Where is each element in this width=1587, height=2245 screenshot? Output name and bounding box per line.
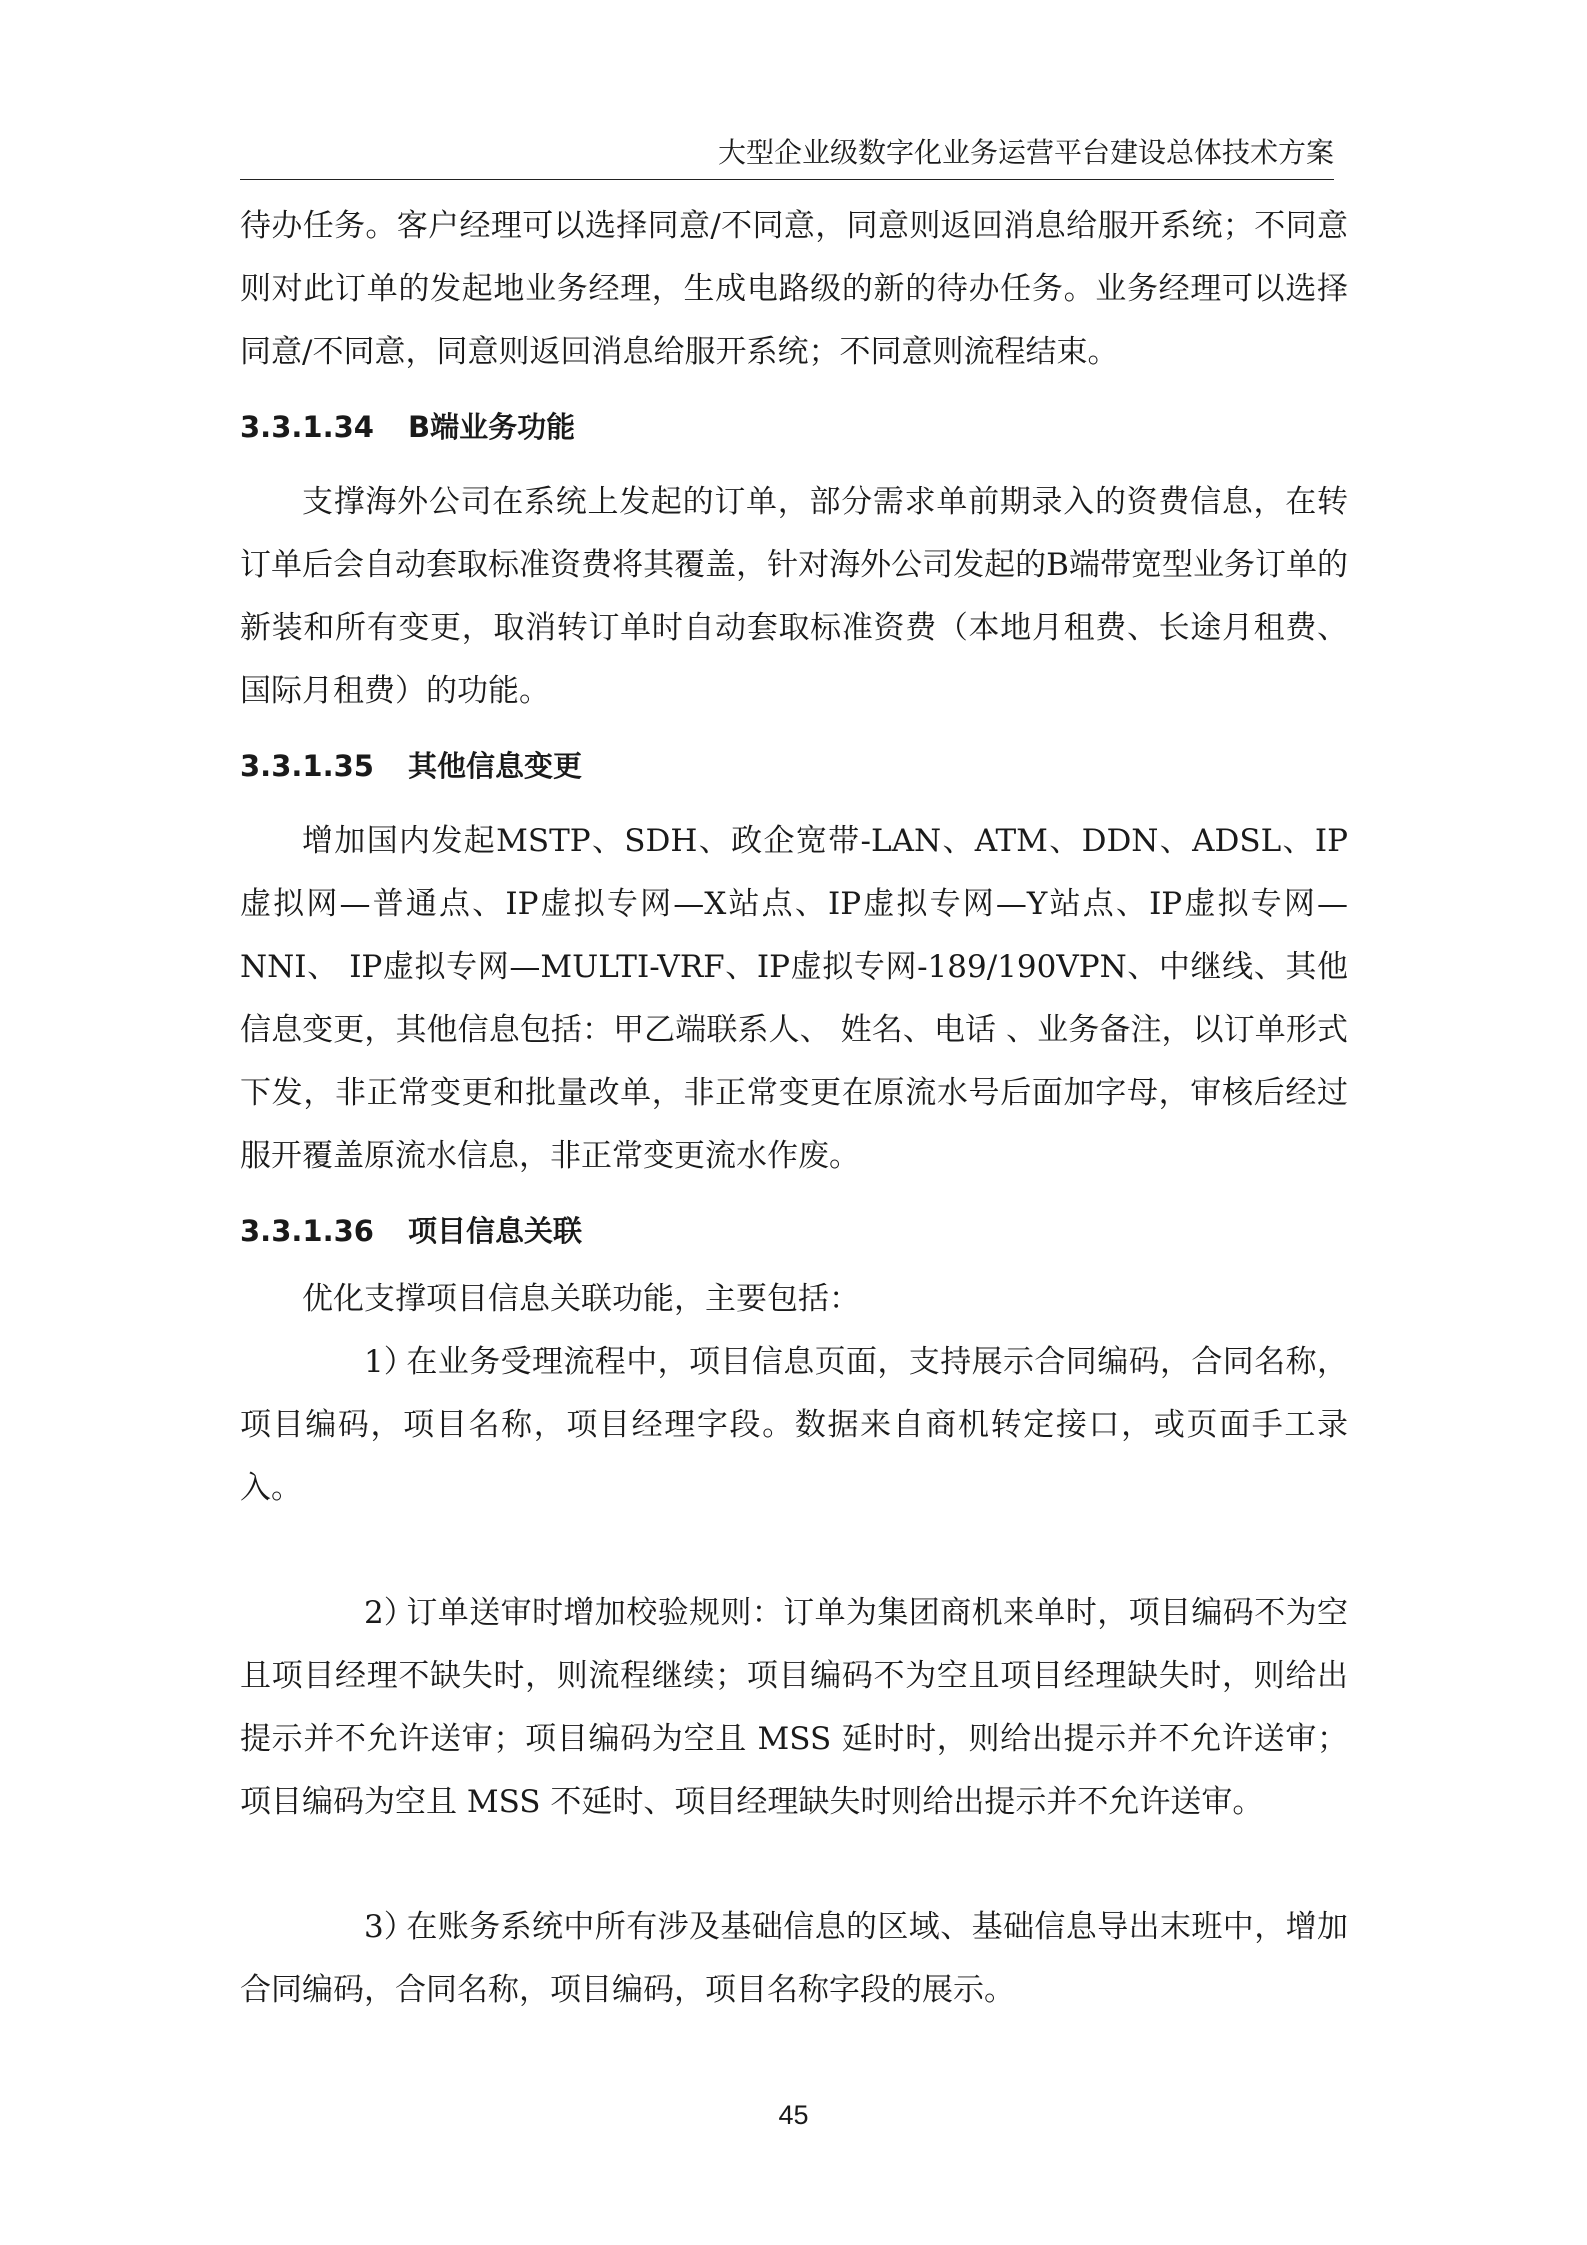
list-item-number: 3）: [364, 1909, 415, 1945]
section-paragraph: 增加国内发起MSTP、SDH、政企宽带-LAN、ATM、DDN、ADSL、IP虚拟网—普通点、IP虚拟专网—X站点、IP虚拟专网—Y站点、IP虚拟专网—NNI、 IP虚拟专网—MULTI-VRF、IP虚拟专网-189/190VPN、中继线、其他信息变更，其他信息包括：甲乙端联系人、 姓名、电话 、业务备注，以订单形式下发，非正常变更和批量改单，非正常变更在原流水号后面加字母，审核后经过服开覆盖原流水信息，非正常变更流水作废。: [240, 823, 1348, 1174]
list-item-number: 2）: [364, 1595, 415, 1631]
section-heading-3-3-1-35: [240, 746, 1348, 786]
paragraph-spacer: [240, 1834, 1348, 1896]
section-heading-3-3-1-34: [240, 407, 1348, 447]
document-title: 大型企业级数字化业务运营平台建设总体技术方案: [717, 136, 1334, 169]
intro-paragraph: 待办任务。客户经理可以选择同意/不同意，同意则返回消息给服开系统；不同意则对此订单的发起地业务经理，生成电路级的新的待办任务。业务经理可以选择同意/不同意，同意则返回消息给服开系统；不同意则流程结束。: [240, 208, 1348, 370]
section-number: 3.3.1.34: [240, 410, 374, 444]
section-number: 3.3.1.35: [240, 749, 374, 783]
section-paragraph: 支撑海外公司在系统上发起的订单，部分需求单前期录入的资费信息，在转订单后会自动套取标准资费将其覆盖，针对海外公司发起的B端带宽型业务订单的新装和所有变更，取消转订单时自动套取标准资费（本地月租费、长途月租费、国际月租费）的功能。: [240, 484, 1348, 709]
paragraph-spacer: [240, 1520, 1348, 1582]
list-item-text: 在账务系统中所有涉及基础信息的区域、基础信息导出末班中，增加合同编码，合同名称，项目编码，项目名称字段的展示。: [240, 1909, 1348, 2008]
page-body: [240, 195, 1348, 2022]
page-header: [240, 133, 1334, 180]
list-item-text: 在业务受理流程中，项目信息页面，支持展示合同编码，合同名称，项目编码，项目名称，项目经理字段。数据来自商机转定接口，或页面手工录入。: [240, 1344, 1348, 1506]
list-item: [240, 1896, 1348, 2022]
list-item: [240, 1582, 1348, 1834]
section-title: B端业务功能: [408, 410, 576, 444]
section-paragraph: 优化支撑项目信息关联功能，主要包括：: [302, 1281, 860, 1317]
section-title: 项目信息关联: [408, 1214, 583, 1248]
list-item: [240, 1331, 1348, 1520]
page-number: 45: [778, 2100, 809, 2130]
list-item-text: 订单送审时增加校验规则：订单为集团商机来单时，项目编码不为空且项目经理不缺失时，则流程继续；项目编码不为空且项目经理缺失时，则给出提示并不允许送审；项目编码为空且 MSS 延时时，则给出提示并不允许送审；项目编码为空且 MSS 不延时、项目经理缺失时则给出提示并不允许送审。: [240, 1595, 1348, 1820]
section-heading-3-3-1-36: [240, 1211, 1348, 1251]
section-title: 其他信息变更: [408, 749, 583, 783]
list-item-number: 1）: [364, 1344, 415, 1380]
section-number: 3.3.1.36: [240, 1214, 374, 1248]
